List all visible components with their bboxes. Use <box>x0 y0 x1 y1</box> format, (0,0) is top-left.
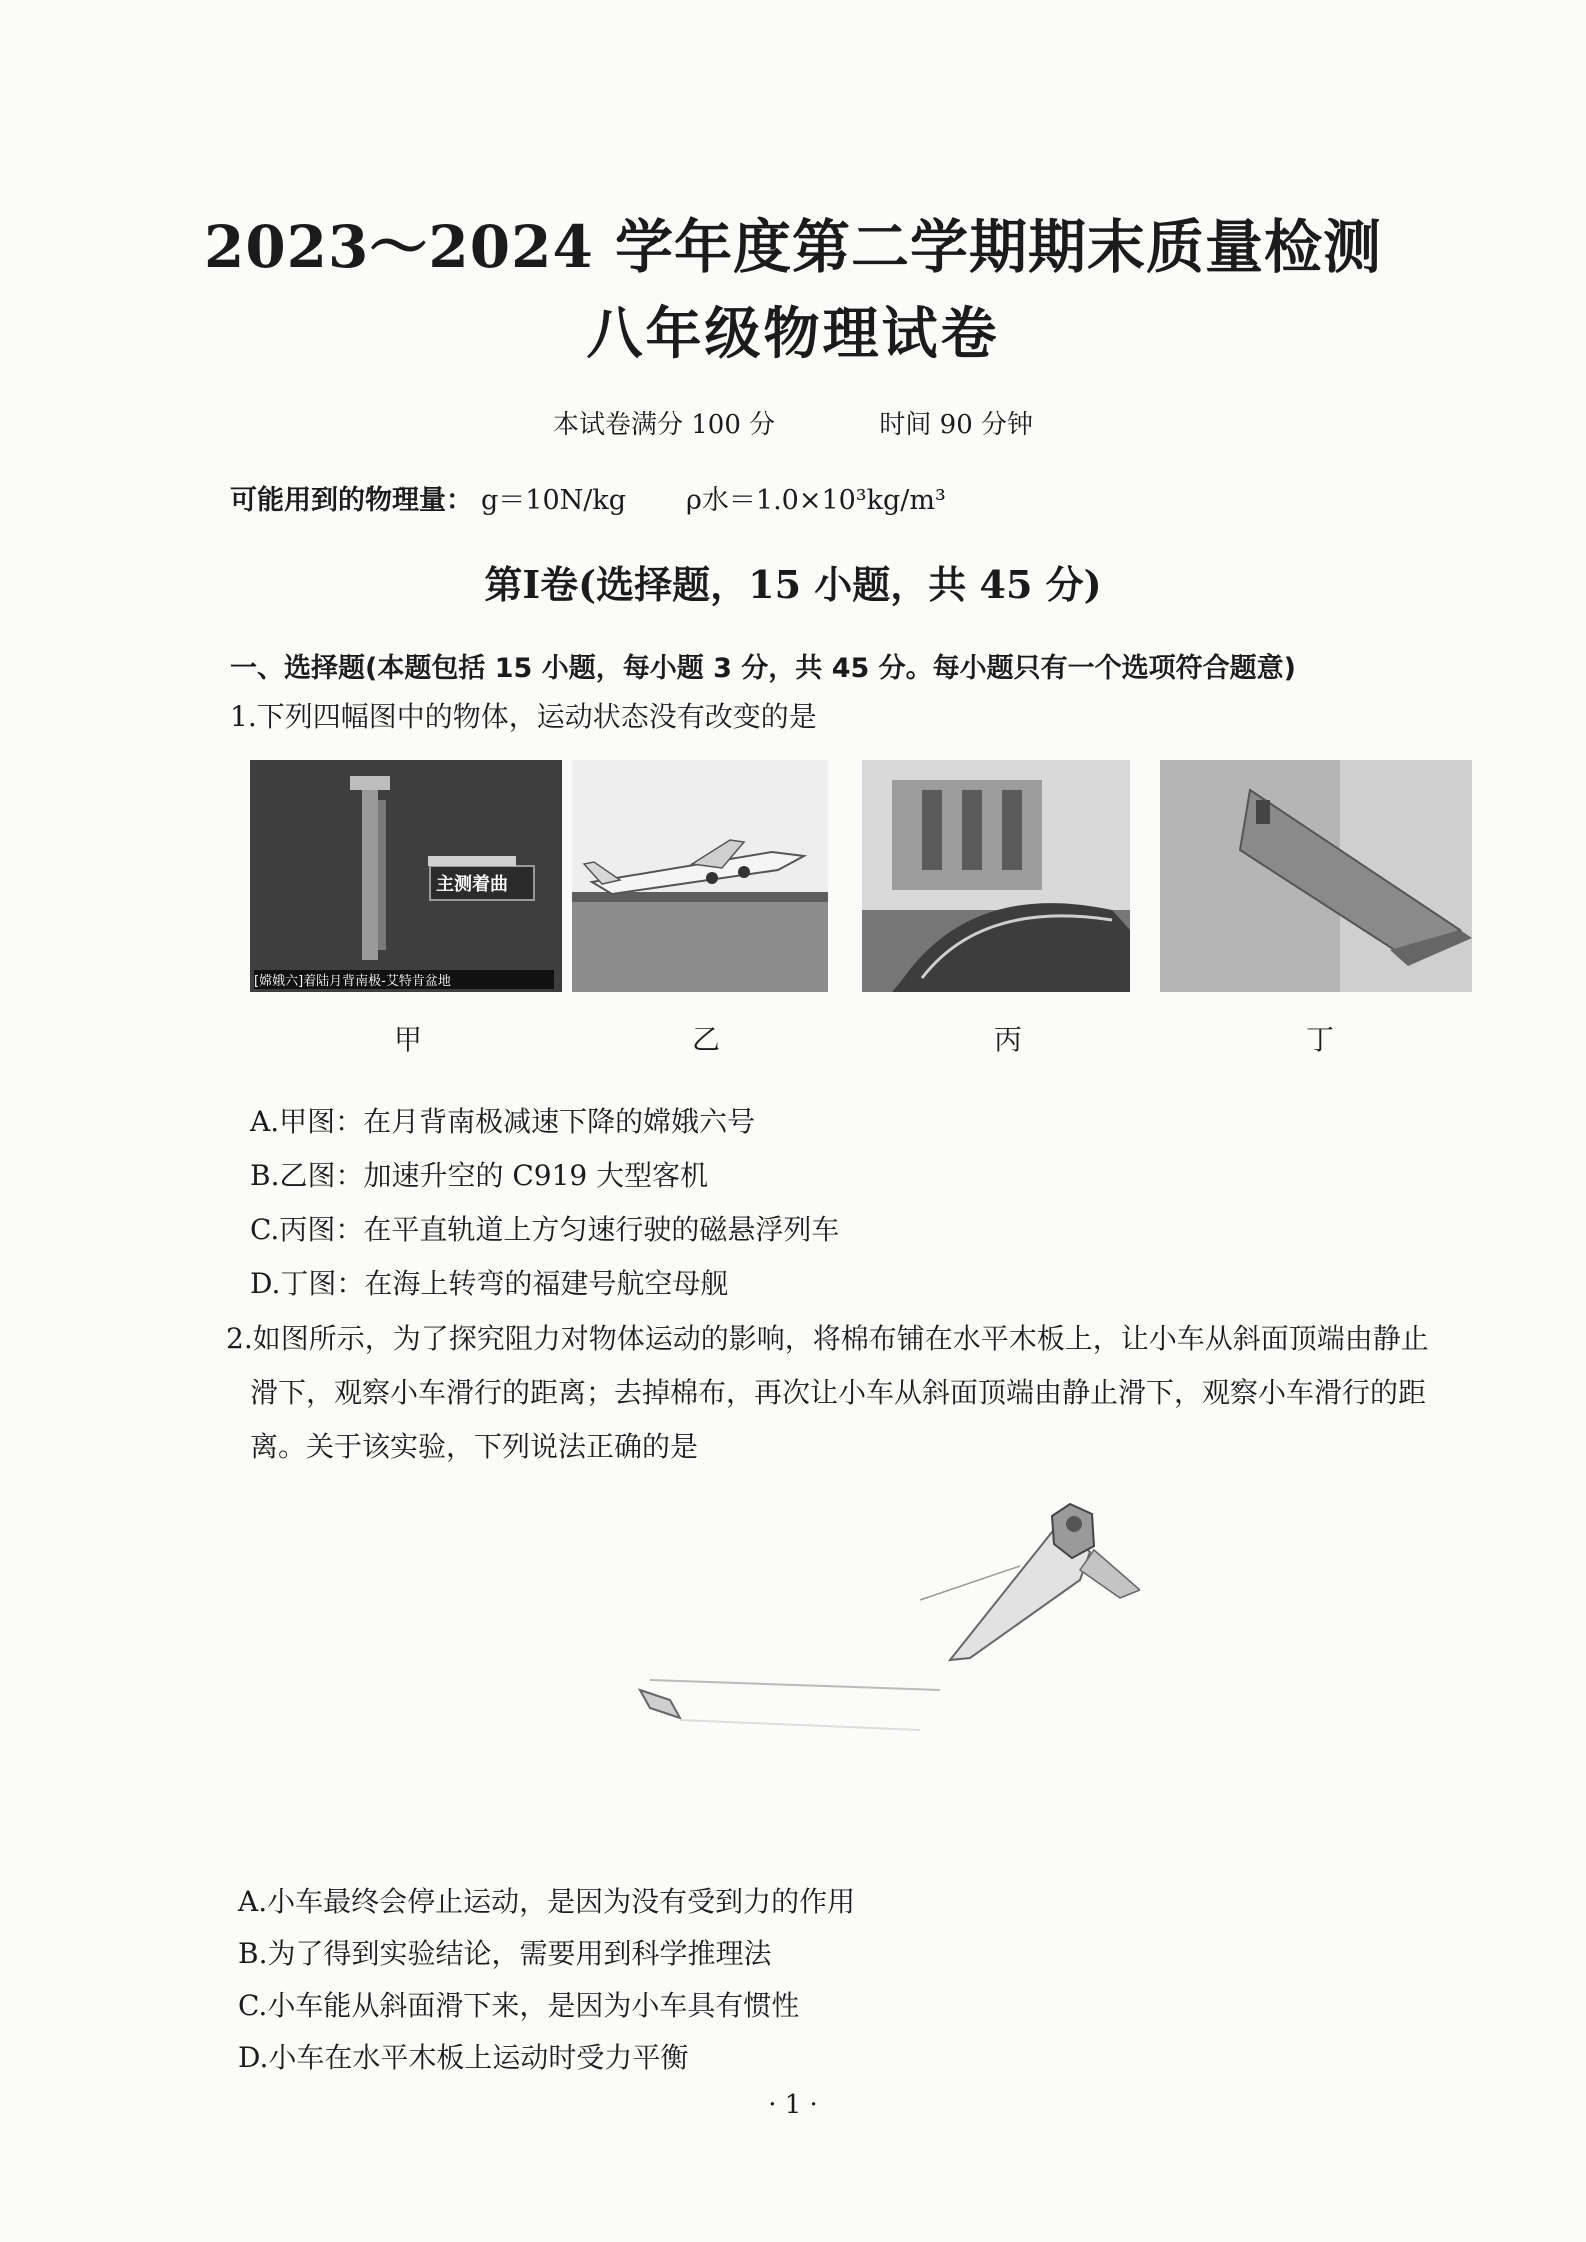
q2-option-c: C.小车能从斜面滑下来，是因为小车具有惯性 <box>238 1989 800 2022</box>
q2-option-a: A.小车最终会停止运动，是因为没有受到力的作用 <box>238 1885 856 1918</box>
q2-stem-line3: 离。关于该实验，下列说法正确的是 <box>250 1430 699 1463</box>
q2-option-d: D.小车在水平木板上运动时受力平衡 <box>238 2041 689 2074</box>
photo-jia <box>250 760 562 992</box>
constant-rho: ρ水＝1.0×10³kg/m³ <box>686 485 946 516</box>
full-score: 本试卷满分 100 分 <box>552 410 776 440</box>
incline-experiment-figure <box>620 1480 1140 1740</box>
constant-g: g＝10N/kg <box>481 485 627 516</box>
photo-ding <box>1160 760 1472 992</box>
q1-option-d: D.丁图：在海上转弯的福建号航空母舰 <box>250 1267 729 1300</box>
jia-sign-text: 主测着曲 <box>436 874 508 895</box>
lander-image <box>250 760 562 992</box>
figure-label-ding: 丁 <box>1305 1023 1334 1056</box>
q2-option-b: B.为了得到实验结论，需要用到科学推理法 <box>238 1937 772 1970</box>
exam-title: 2023～2024 学年度第二学期期末质量检测 <box>203 213 1383 281</box>
figure-label-yi: 乙 <box>691 1023 720 1056</box>
photo-yi <box>572 760 828 992</box>
exam-time: 时间 90 分钟 <box>879 410 1034 440</box>
exam-subtitle: 八年级物理试卷 <box>586 301 1000 367</box>
airplane-image <box>572 760 828 992</box>
jia-caption: [嫦娥六]着陆月背南极-艾特肯盆地 <box>254 970 554 989</box>
figure-label-bing: 丙 <box>993 1023 1022 1056</box>
q1-stem: 1.下列四幅图中的物体，运动状态没有改变的是 <box>230 700 817 733</box>
section-title: 一、选择题(本题包括 15 小题，每小题 3 分，共 45 分。每小题只有一个选项符合题意) <box>230 653 1297 684</box>
exam-info <box>0 404 1586 441</box>
q1-option-b: B.乙图：加速升空的 C919 大型客机 <box>250 1159 709 1192</box>
photo-bing <box>862 760 1130 992</box>
q1-option-c: C.丙图：在平直轨道上方匀速行驶的磁悬浮列车 <box>250 1213 840 1246</box>
maglev-train-image <box>862 760 1130 992</box>
page-number: · 1 · <box>768 2090 818 2120</box>
constants-label: 可能用到的物理量： <box>230 485 473 516</box>
physical-constants <box>230 478 946 517</box>
q2-stem-line1: 2.如图所示，为了探究阻力对物体运动的影响，将棉布铺在水平木板上，让小车从斜面顶端由静止 <box>226 1322 1429 1355</box>
part-title: 第Ⅰ卷(选择题，15 小题，共 45 分) <box>484 562 1102 607</box>
aircraft-carrier-image <box>1160 760 1472 992</box>
q1-option-a: A.甲图：在月背南极减速下降的嫦娥六号 <box>250 1105 756 1138</box>
figure-label-jia: 甲 <box>393 1023 422 1056</box>
q2-stem-line2: 滑下，观察小车滑行的距离；去掉棉布，再次让小车从斜面顶端由静止滑下，观察小车滑行的距 <box>250 1376 1427 1409</box>
